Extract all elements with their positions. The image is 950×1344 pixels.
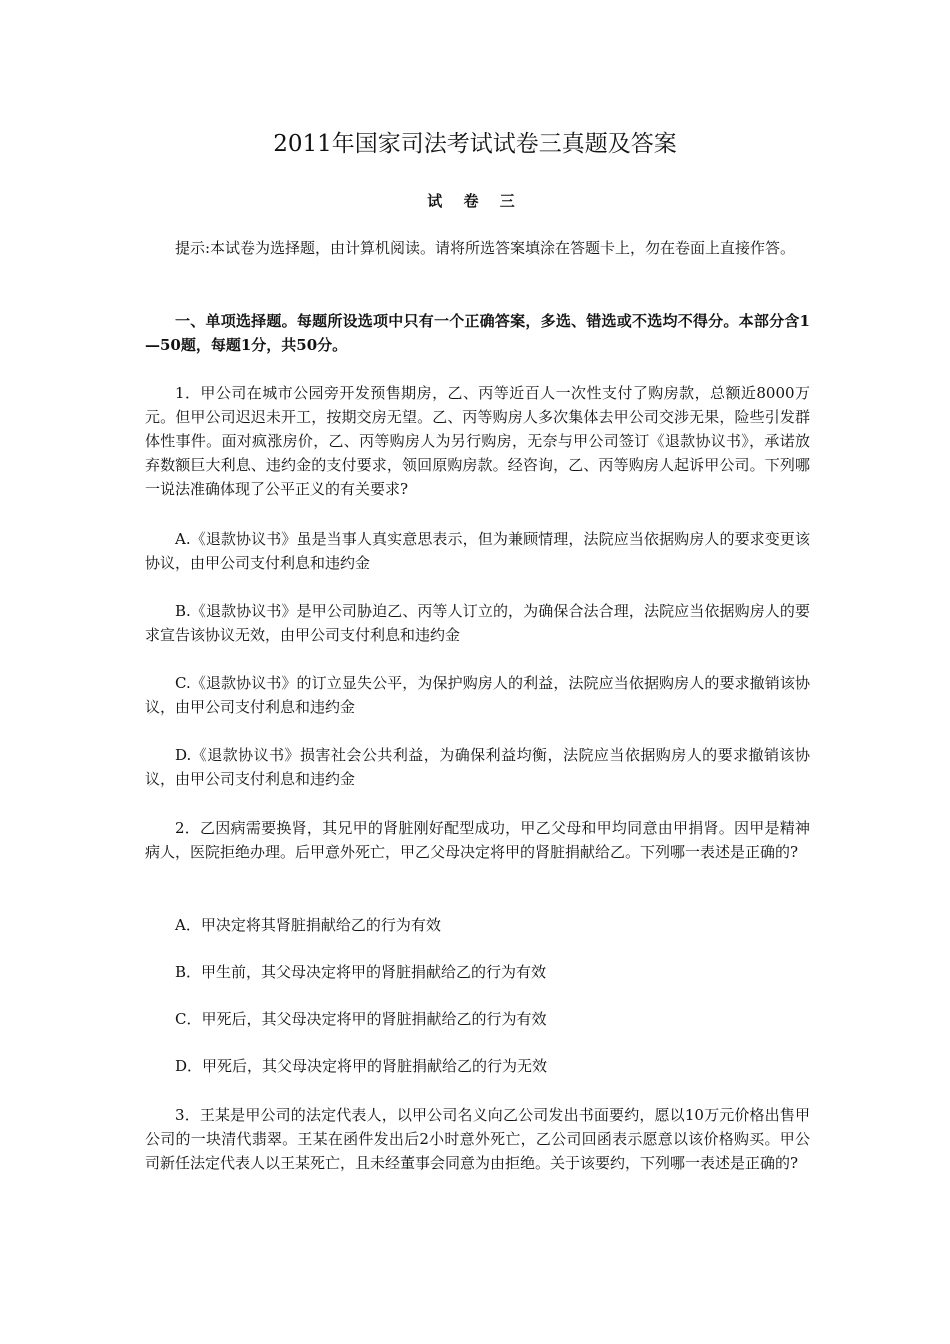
- question-1-option-a: A.《退款协议书》虽是当事人真实意思表示，但为兼顾情理，法院应当依据购房人的要求变更该协议，由甲公司支付利息和违约金: [145, 530, 810, 572]
- question-1-option-c: C.《退款协议书》的订立显失公平，为保护购房人的利益，法院应当依据购房人的要求撤销该协议，由甲公司支付利息和违约金: [145, 674, 810, 716]
- question-1-option-b: B.《退款协议书》是甲公司胁迫乙、丙等人订立的，为确保合法合理，法院应当依据购房人的要求宣告该协议无效，由甲公司支付利息和违约金: [145, 602, 810, 644]
- question-1-option-d: D.《退款协议书》损害社会公共利益，为确保利益均衡，法院应当依据购房人的要求撤销该协议，由甲公司支付利息和违约金: [145, 746, 810, 788]
- notice-paragraph: 提示:本试卷为选择题，由计算机阅读。请将所选答案填涂在答题卡上，勿在卷面上直接作答。: [175, 239, 796, 257]
- question-1-stem: 1．甲公司在城市公园旁开发预售期房，乙、丙等近百人一次性支付了购房款，总额近8000万元。但甲公司迟迟未开工，按期交房无望。乙、丙等购房人多次集体去甲公司交涉无果，险些引发群体性事件。面对疯涨房价，乙、丙等购房人为另行购房，无奈与甲公司签订《退款协议书》，承诺放弃数额巨大利息、违约金的支付要求，领回原购房款。经咨询，乙、丙等购房人起诉甲公司。下列哪一说法准确体现了公平正义的有关要求?: [145, 384, 810, 498]
- question-2-option-c: C．甲死后，其父母决定将甲的肾脏捐献给乙的行为有效: [175, 1010, 547, 1028]
- question-2-option-a: A．甲决定将其肾脏捐献给乙的行为有效: [175, 916, 441, 934]
- question-2-stem: 2．乙因病需要换肾，其兄甲的肾脏刚好配型成功，甲乙父母和甲均同意由甲捐肾。因甲是精神病人，医院拒绝办理。后甲意外死亡，甲乙父母决定将甲的肾脏捐献给乙。下列哪一表述是正确的?: [145, 819, 810, 861]
- document-title: 2011年国家司法考试试卷三真题及答案: [273, 131, 677, 157]
- question-3-stem: 3．王某是甲公司的法定代表人，以甲公司名义向乙公司发出书面要约，愿以10万元价格出售甲公司的一块清代翡翠。王某在函件发出后2小时意外死亡，乙公司回函表示愿意以该价格购买。甲公司新任法定代表人以王某死亡，且未经董事会同意为由拒绝。关于该要约，下列哪一表述是正确的?: [145, 1106, 810, 1172]
- part-heading: 一、单项选择题。每题所设选项中只有一个正确答案，多选、错选或不选均不得分。本部分含1—50题，每题1分，共50分。: [145, 312, 810, 354]
- section-name: 试 卷 三: [427, 192, 523, 210]
- question-2-option-b: B．甲生前，其父母决定将甲的肾脏捐献给乙的行为有效: [175, 963, 547, 981]
- question-2-option-d: D．甲死后，其父母决定将甲的肾脏捐献给乙的行为无效: [175, 1057, 548, 1075]
